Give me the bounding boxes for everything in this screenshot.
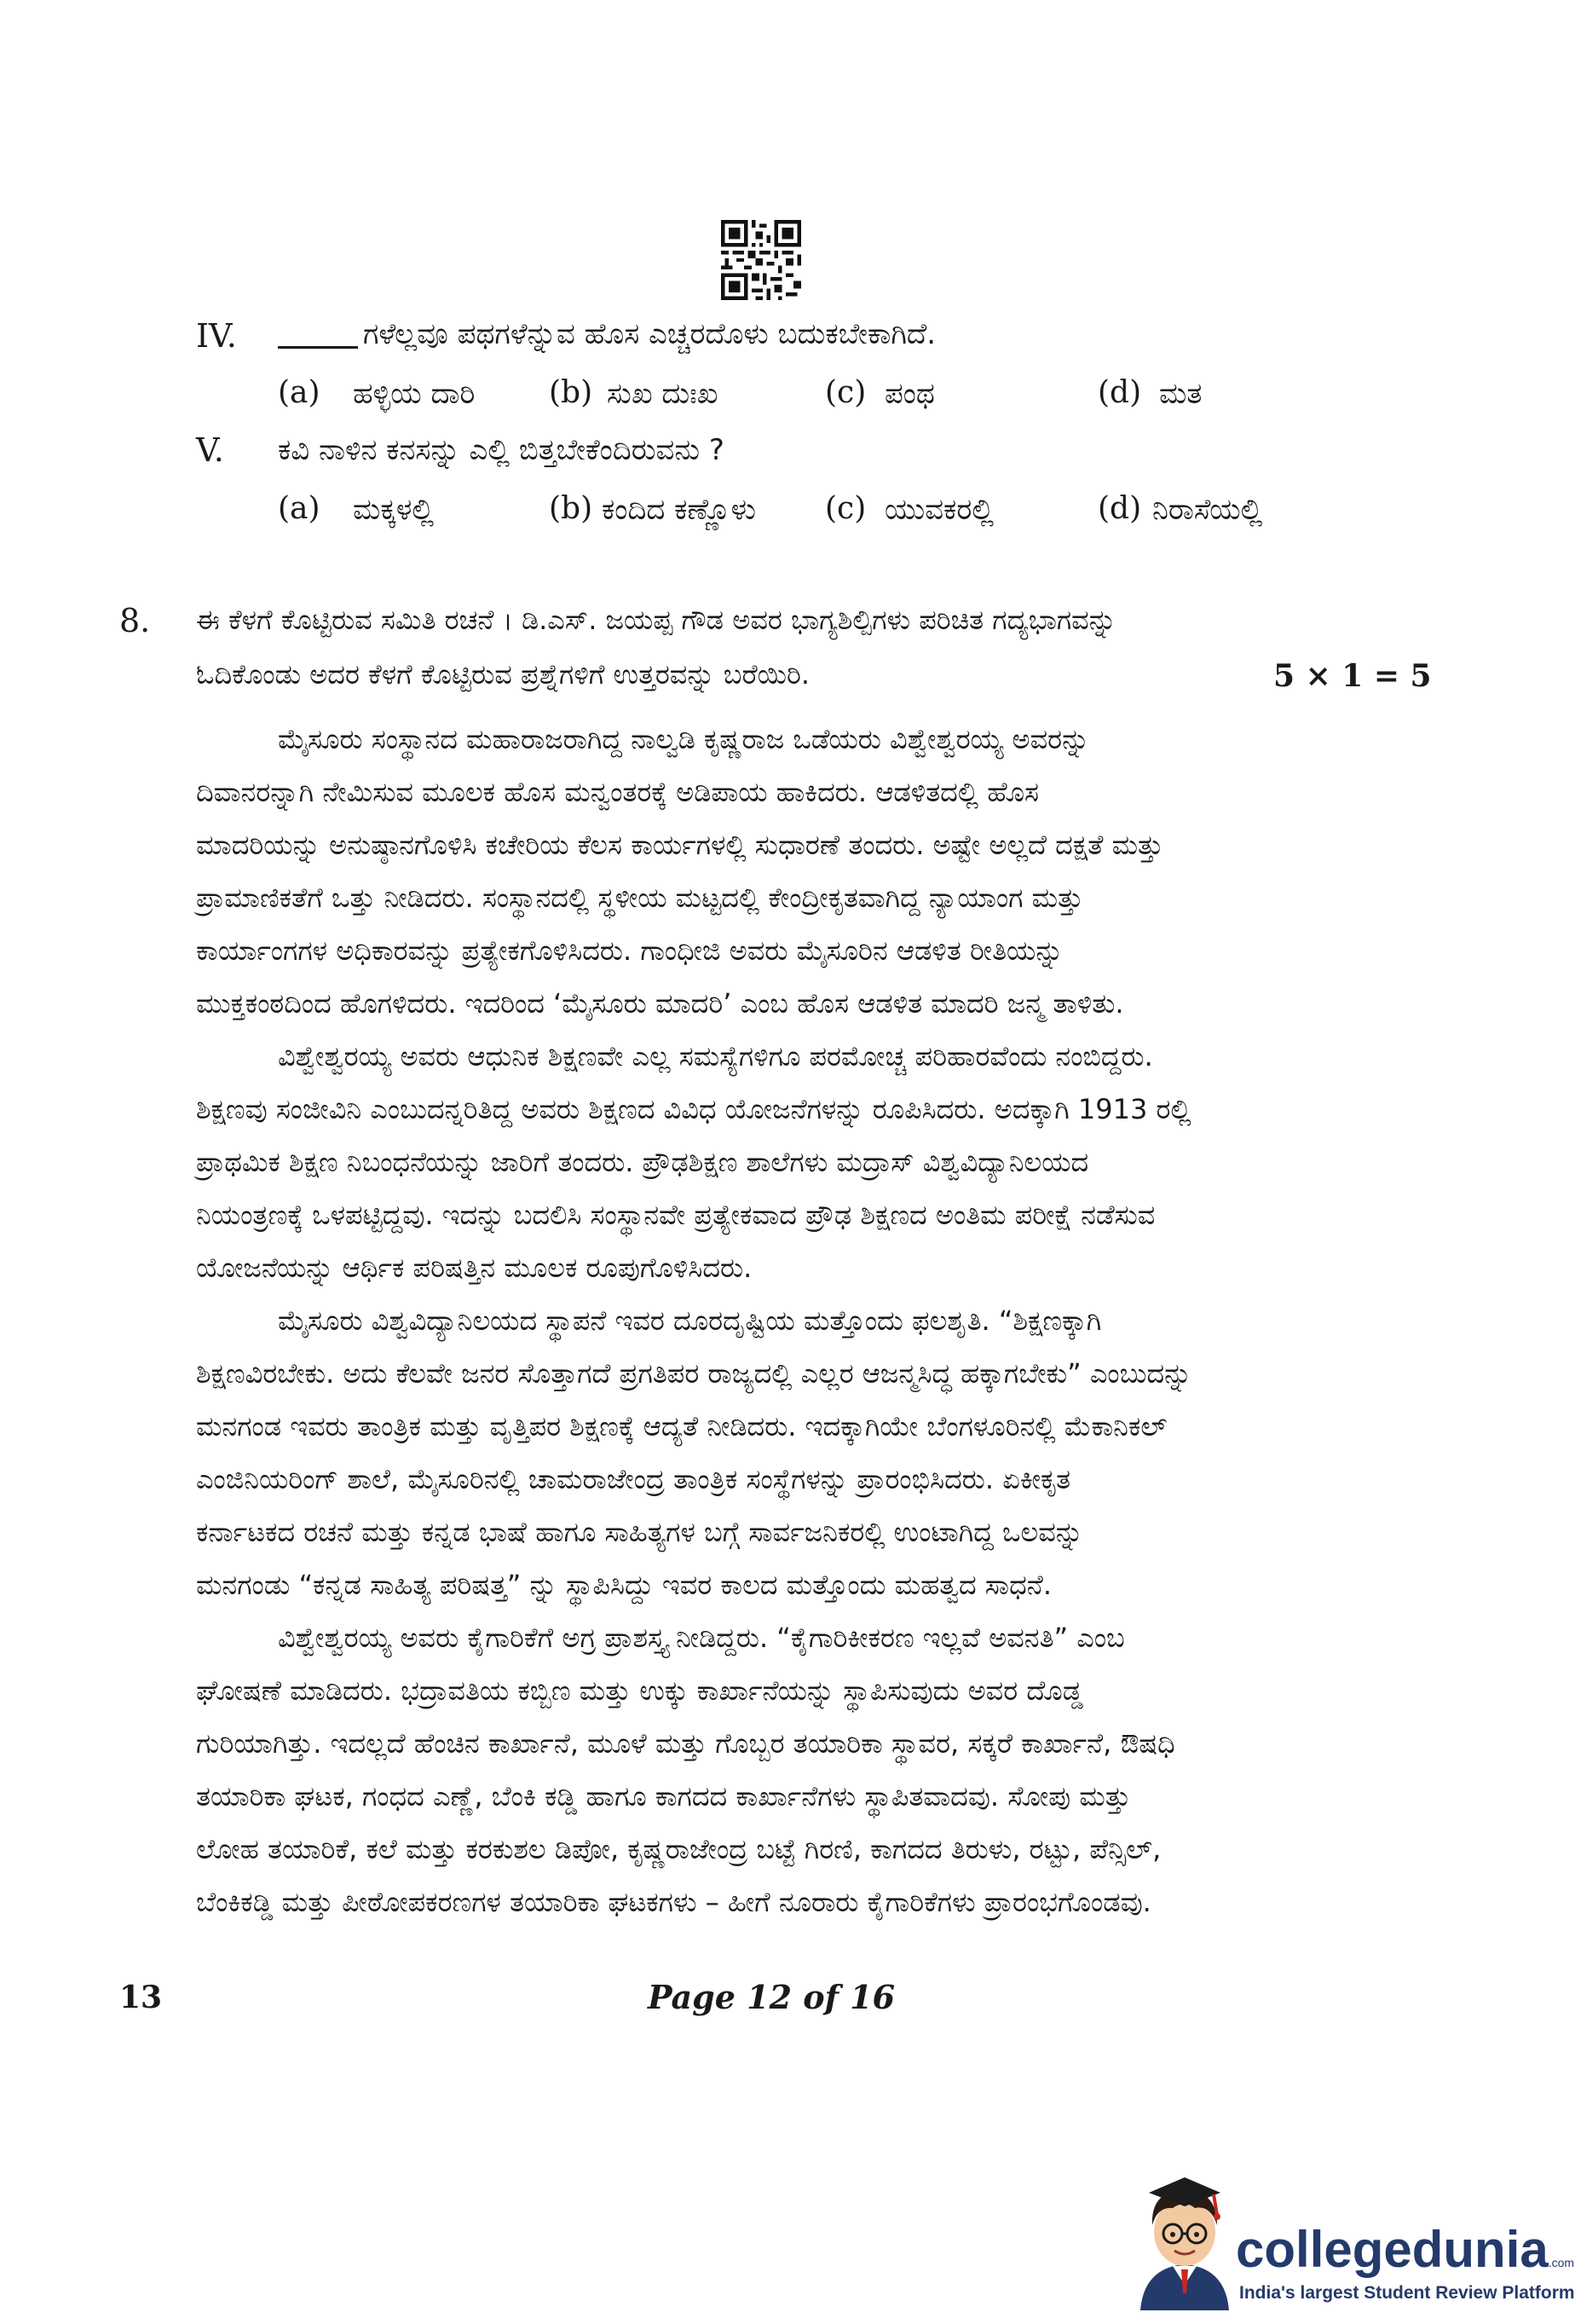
- passage-line: ಮೈಸೂರು ಸಂಸ್ಥಾನದ ಮಹಾರಾಜರಾಗಿದ್ದ ನಾಲ್ವಡಿ ಕೃಷ್ಣರಾಜ ಒಡೆಯರು ವಿಶ್ವೇಶ್ವರಯ್ಯ ಅವರನ್ನು: [278, 723, 1090, 755]
- qr-code: [721, 220, 801, 300]
- logo-tagline: India's largest Student Review Platform: [1239, 2283, 1575, 2303]
- passage-line: ವಿಶ್ವೇಶ್ವರಯ್ಯ ಅವರು ಆಧುನಿಕ ಶಿಕ್ಷಣವೇ ಎಲ್ಲ ಸಮಸ್ಯೆಗಳಿಗೂ ಪರಮೋಚ್ಚ ಪರಿಹಾರವೆಂದು ನಂಬಿದ್ದರು.: [278, 1040, 1153, 1072]
- question-iv-number: IV.: [196, 317, 237, 355]
- option-text: ಯುವಕರಲ್ಲಿ: [885, 493, 995, 527]
- passage-line: ಯೋಜನೆಯನ್ನು ಆರ್ಥಿಕ ಪರಿಷತ್ತಿನ ಮೂಲಕ ರೂಪುಗೊಳಿಸಿದರು.: [196, 1252, 753, 1284]
- option-letter: (a): [278, 491, 320, 526]
- question-iv-stem: ಗಳೆಲ್ಲವೂ ಪಥಗಳೆನ್ನುವ ಹೊಸ ಎಚ್ಚರದೊಳು ಬದುಕಬೇಕಾಗಿದೆ.: [363, 317, 937, 351]
- option-letter: (d): [1098, 491, 1142, 526]
- page-number: Page 12 of 16: [648, 1978, 896, 2016]
- question-8-number: 8.: [119, 602, 151, 639]
- question-8-instruction-line2: ಓದಿಕೊಂಡು ಅದರ ಕೆಳಗೆ ಕೊಟ್ಟಿರುವ ಪ್ರಶ್ನೆಗಳಿಗೆ ಉತ್ತರವನ್ನು ಬರೆಯಿರಿ.: [196, 658, 811, 691]
- collegedunia-logo: [1132, 2165, 1575, 2310]
- passage-paragraph-4: [196, 1611, 1406, 1928]
- logo-wordmark: [1236, 2220, 1574, 2279]
- option-text: ನಿರಾಸೆಯಲ್ಲಿ: [1152, 493, 1263, 527]
- question-iv-options: [278, 375, 1386, 418]
- option-text: ಹಳ್ಳಿಯ ದಾರಿ: [353, 377, 476, 411]
- passage-line: ವಿಶ್ವೇಶ್ವರಯ್ಯ ಅವರು ಕೈಗಾರಿಕೆಗೆ ಅಗ್ರ ಪ್ರಾಶಸ್ತ್ಯ ನೀಡಿದ್ದರು. “ಕೈಗಾರಿಕೀಕರಣ ಇಲ್ಲವೆ ಅವನತಿ” ಎಂಬ: [278, 1622, 1125, 1654]
- passage-line: ಕರ್ನಾಟಕದ ರಚನೆ ಮತ್ತು ಕನ್ನಡ ಭಾಷೆ ಹಾಗೂ ಸಾಹಿತ್ಯಗಳ ಬಗ್ಗೆ ಸಾರ್ವಜನಿಕರಲ್ಲಿ ಉಂಟಾಗಿದ್ದ ಒಲವನ್ನು: [196, 1516, 1084, 1548]
- passage-line: ದಿವಾನರನ್ನಾಗಿ ನೇಮಿಸುವ ಮೂಲಕ ಹೊಸ ಮನ್ವಂತರಕ್ಕೆ ಅಡಿಪಾಯ ಹಾಕಿದರು. ಆಡಳಿತದಲ್ಲಿ ಹೊಸ: [196, 776, 1040, 808]
- option-text: ಕಂದಿದ ಕಣ್ಣೊಳು: [602, 493, 756, 527]
- option-letter: (d): [1098, 375, 1142, 410]
- option-text: ಮತ: [1159, 377, 1203, 411]
- passage-line: ನಿಯಂತ್ರಣಕ್ಕೆ ಒಳಪಟ್ಟಿದ್ದವು. ಇದನ್ನು ಬದಲಿಸಿ ಸಂಸ್ಥಾನವೇ ಪ್ರತ್ಯೇಕವಾದ ಪ್ರೌಢ ಶಿಕ್ಷಣದ ಅಂತಿಮ ಪರೀಕ್ಷೆ ನಡೆಸುವ: [196, 1199, 1156, 1231]
- passage-line: ಮನಗಂಡ ಇವರು ತಾಂತ್ರಿಕ ಮತ್ತು ವೃತ್ತಿಪರ ಶಿಕ್ಷಣಕ್ಕೆ ಆದ್ಯತೆ ನೀಡಿದರು. ಇದಕ್ಕಾಗಿಯೇ ಬೆಂಗಳೂರಿನಲ್ಲಿ ಮೆಕಾನಿಕಲ್: [196, 1410, 1168, 1442]
- option-text: ಸುಖ ದುಃಖ: [607, 377, 718, 411]
- passage-line: ತಯಾರಿಕಾ ಘಟಕ, ಗಂಧದ ಎಣ್ಣೆ, ಬೆಂಕಿ ಕಡ್ಡಿ ಹಾಗೂ ಕಾಗದದ ಕಾರ್ಖಾನೆಗಳು ಸ್ಥಾಪಿತವಾದವು. ಸೋಪು ಮತ್ತು: [196, 1780, 1131, 1812]
- passage-line: ಬೆಂಕಿಕಡ್ಡಿ ಮತ್ತು ಪೀಠೋಪಕರಣಗಳ ತಯಾರಿಕಾ ಘಟಕಗಳು – ಹೀಗೆ ನೂರಾರು ಕೈಗಾರಿಕೆಗಳು ಪ್ರಾರಂಭಗೊಂಡವು.: [196, 1886, 1151, 1918]
- option-letter: (c): [825, 491, 867, 526]
- passage-line: ಘೋಷಣೆ ಮಾಡಿದರು. ಭದ್ರಾವತಿಯ ಕಬ್ಬಿಣ ಮತ್ತು ಉಕ್ಕು ಕಾರ್ಖಾನೆಯನ್ನು ಸ್ಥಾಪಿಸುವುದು ಅವರ ದೊಡ್ಡ: [196, 1674, 1083, 1707]
- logo-brand-text: collegedunia: [1236, 2221, 1549, 2278]
- passage-paragraph-2: [196, 1030, 1406, 1294]
- question-iv-text: [278, 317, 936, 351]
- option-letter: (b): [549, 375, 593, 410]
- question-v-text: ಕವಿ ನಾಳಿನ ಕನಸನ್ನು ಎಲ್ಲಿ ಬಿತ್ತಬೇಕೆಂದಿರುವನು ?: [278, 433, 724, 467]
- answer-blank: [278, 322, 358, 349]
- passage-line: ಮುಕ್ತಕಂಠದಿಂದ ಹೊಗಳಿದರು. ಇದರಿಂದ ‘ಮೈಸೂರು ಮಾದರಿ’ ಎಂಬ ಹೊಸ ಆಡಳಿತ ಮಾದರಿ ಜನ್ಮ ತಾಳಿತು.: [196, 987, 1124, 1020]
- passage-line: ಲೋಹ ತಯಾರಿಕೆ, ಕಲೆ ಮತ್ತು ಕರಕುಶಲ ಡಿಪೋ, ಕೃಷ್ಣರಾಜೇಂದ್ರ ಬಟ್ಟೆ ಗಿರಣಿ, ಕಾಗದದ ತಿರುಳು, ರಟ್ಟು, ಪೆನ್ಸಿಲ್,: [196, 1833, 1162, 1865]
- passage-paragraph-3: [196, 1294, 1406, 1611]
- passage-line: ಮಾದರಿಯನ್ನು ಅನುಷ್ಠಾನಗೊಳಿಸಿ ಕಚೇರಿಯ ಕೆಲಸ ಕಾರ್ಯಗಳಲ್ಲಿ ಸುಧಾರಣೆ ತಂದರು. ಅಷ್ಟೇ ಅಲ್ಲದೆ ದಕ್ಷತೆ ಮತ್ತು: [196, 829, 1163, 861]
- passage-paragraph-1: [196, 713, 1406, 1030]
- passage-line: ಶಿಕ್ಷಣವಿರಬೇಕು. ಅದು ಕೆಲವೇ ಜನರ ಸೊತ್ತಾಗದೆ ಪ್ರಗತಿಪರ ರಾಜ್ಯದಲ್ಲಿ ಎಲ್ಲರ ಆಜನ್ಮಸಿದ್ಧ ಹಕ್ಕಾಗಬೇಕು” ಎಂಬುದನ್ನು: [196, 1357, 1192, 1390]
- question-v-options: [278, 491, 1386, 534]
- passage-line: ಮೈಸೂರು ವಿಶ್ವವಿದ್ಯಾನಿಲಯದ ಸ್ಥಾಪನೆ ಇವರ ದೂರದೃಷ್ಟಿಯ ಮತ್ತೊಂದು ಫಲಶೃತಿ. “ಶಿಕ್ಷಣಕ್ಕಾಗಿ: [278, 1304, 1102, 1337]
- passage-line: ಪ್ರಾಮಾಣಿಕತೆಗೆ ಒತ್ತು ನೀಡಿದರು. ಸಂಸ್ಥಾನದಲ್ಲಿ ಸ್ಥಳೀಯ ಮಟ್ಟದಲ್ಲಿ ಕೇಂದ್ರೀಕೃತವಾಗಿದ್ದ ನ್ಯಾಯಾಂಗ ಮತ್ತು: [196, 882, 1083, 914]
- passage-line: ಎಂಜಿನಿಯರಿಂಗ್ ಶಾಲೆ, ಮೈಸೂರಿನಲ್ಲಿ ಚಾಮರಾಜೇಂದ್ರ ತಾಂತ್ರಿಕ ಸಂಸ್ಥೆಗಳನ್ನು ಪ್ರಾರಂಭಿಸಿದರು. ಏಕೀಕೃತ: [196, 1463, 1071, 1495]
- paper-code: 13: [119, 1980, 163, 2015]
- question-v-number: V.: [196, 431, 224, 469]
- passage-line: ಶಿಕ್ಷಣವು ಸಂಜೀವಿನಿ ಎಂಬುದನ್ನರಿತಿದ್ದ ಅವರು ಶಿಕ್ಷಣದ ವಿವಿಧ ಯೋಜನೆಗಳನ್ನು ರೂಪಿಸಿದರು. ಅದಕ್ಕಾಗಿ 1913 ರಲ್ಲಿ: [196, 1093, 1191, 1125]
- question-8-instruction-line1: ಈ ಕೆಳಗೆ ಕೊಟ್ಟಿರುವ ಸಮಿತಿ ರಚನೆ । ಡಿ.ಎಸ್. ಜಯಪ್ಪ ಗೌಡ ಅವರ ಭಾಗ್ಯಶಿಲ್ಪಿಗಳು ಪರಿಚಿತ ಗದ್ಯಭಾಗವನ್ನು: [196, 604, 1117, 636]
- passage-line: ಗುರಿಯಾಗಿತ್ತು. ಇದಲ್ಲದೆ ಹೆಂಚಿನ ಕಾರ್ಖಾನೆ, ಮೂಳೆ ಮತ್ತು ಗೊಬ್ಬರ ತಯಾರಿಕಾ ಸ್ಥಾವರ, ಸಕ್ಕರೆ ಕಾರ್ಖಾನೆ, ಔಷಧಿ: [196, 1727, 1175, 1760]
- option-letter: (c): [825, 375, 867, 410]
- option-letter: (b): [549, 491, 593, 526]
- option-text: ಪಂಥ: [885, 377, 935, 411]
- passage-line: ಪ್ರಾಥಮಿಕ ಶಿಕ್ಷಣ ನಿಬಂಧನೆಯನ್ನು ಜಾರಿಗೆ ತಂದರು. ಪ್ರೌಢಶಿಕ್ಷಣ ಶಾಲೆಗಳು ಮದ್ರಾಸ್ ವಿಶ್ವವಿದ್ಯಾನಿಲಯದ: [196, 1146, 1089, 1178]
- passage-line: ಕಾರ್ಯಾಂಗಗಳ ಅಧಿಕಾರವನ್ನು ಪ್ರತ್ಯೇಕಗೊಳಿಸಿದರು. ಗಾಂಧೀಜಿ ಅವರು ಮೈಸೂರಿನ ಆಡಳಿತ ರೀತಿಯನ್ನು: [196, 934, 1064, 967]
- passage-line: ಮನಗಂಡು “ಕನ್ನಡ ಸಾಹಿತ್ಯ ಪರಿಷತ್ತ” ನ್ನು ಸ್ಥಾಪಿಸಿದ್ದು ಇವರ ಕಾಲದ ಮತ್ತೊಂದು ಮಹತ್ವದ ಸಾಧನೆ.: [196, 1569, 1052, 1601]
- option-letter: (a): [278, 375, 320, 410]
- marks-label: 5 × 1 = 5: [1273, 658, 1432, 694]
- logo-suffix: .com: [1548, 2256, 1575, 2269]
- option-text: ಮಕ್ಕಳಲ್ಲಿ: [353, 493, 435, 527]
- mascot-icon: [1132, 2165, 1238, 2310]
